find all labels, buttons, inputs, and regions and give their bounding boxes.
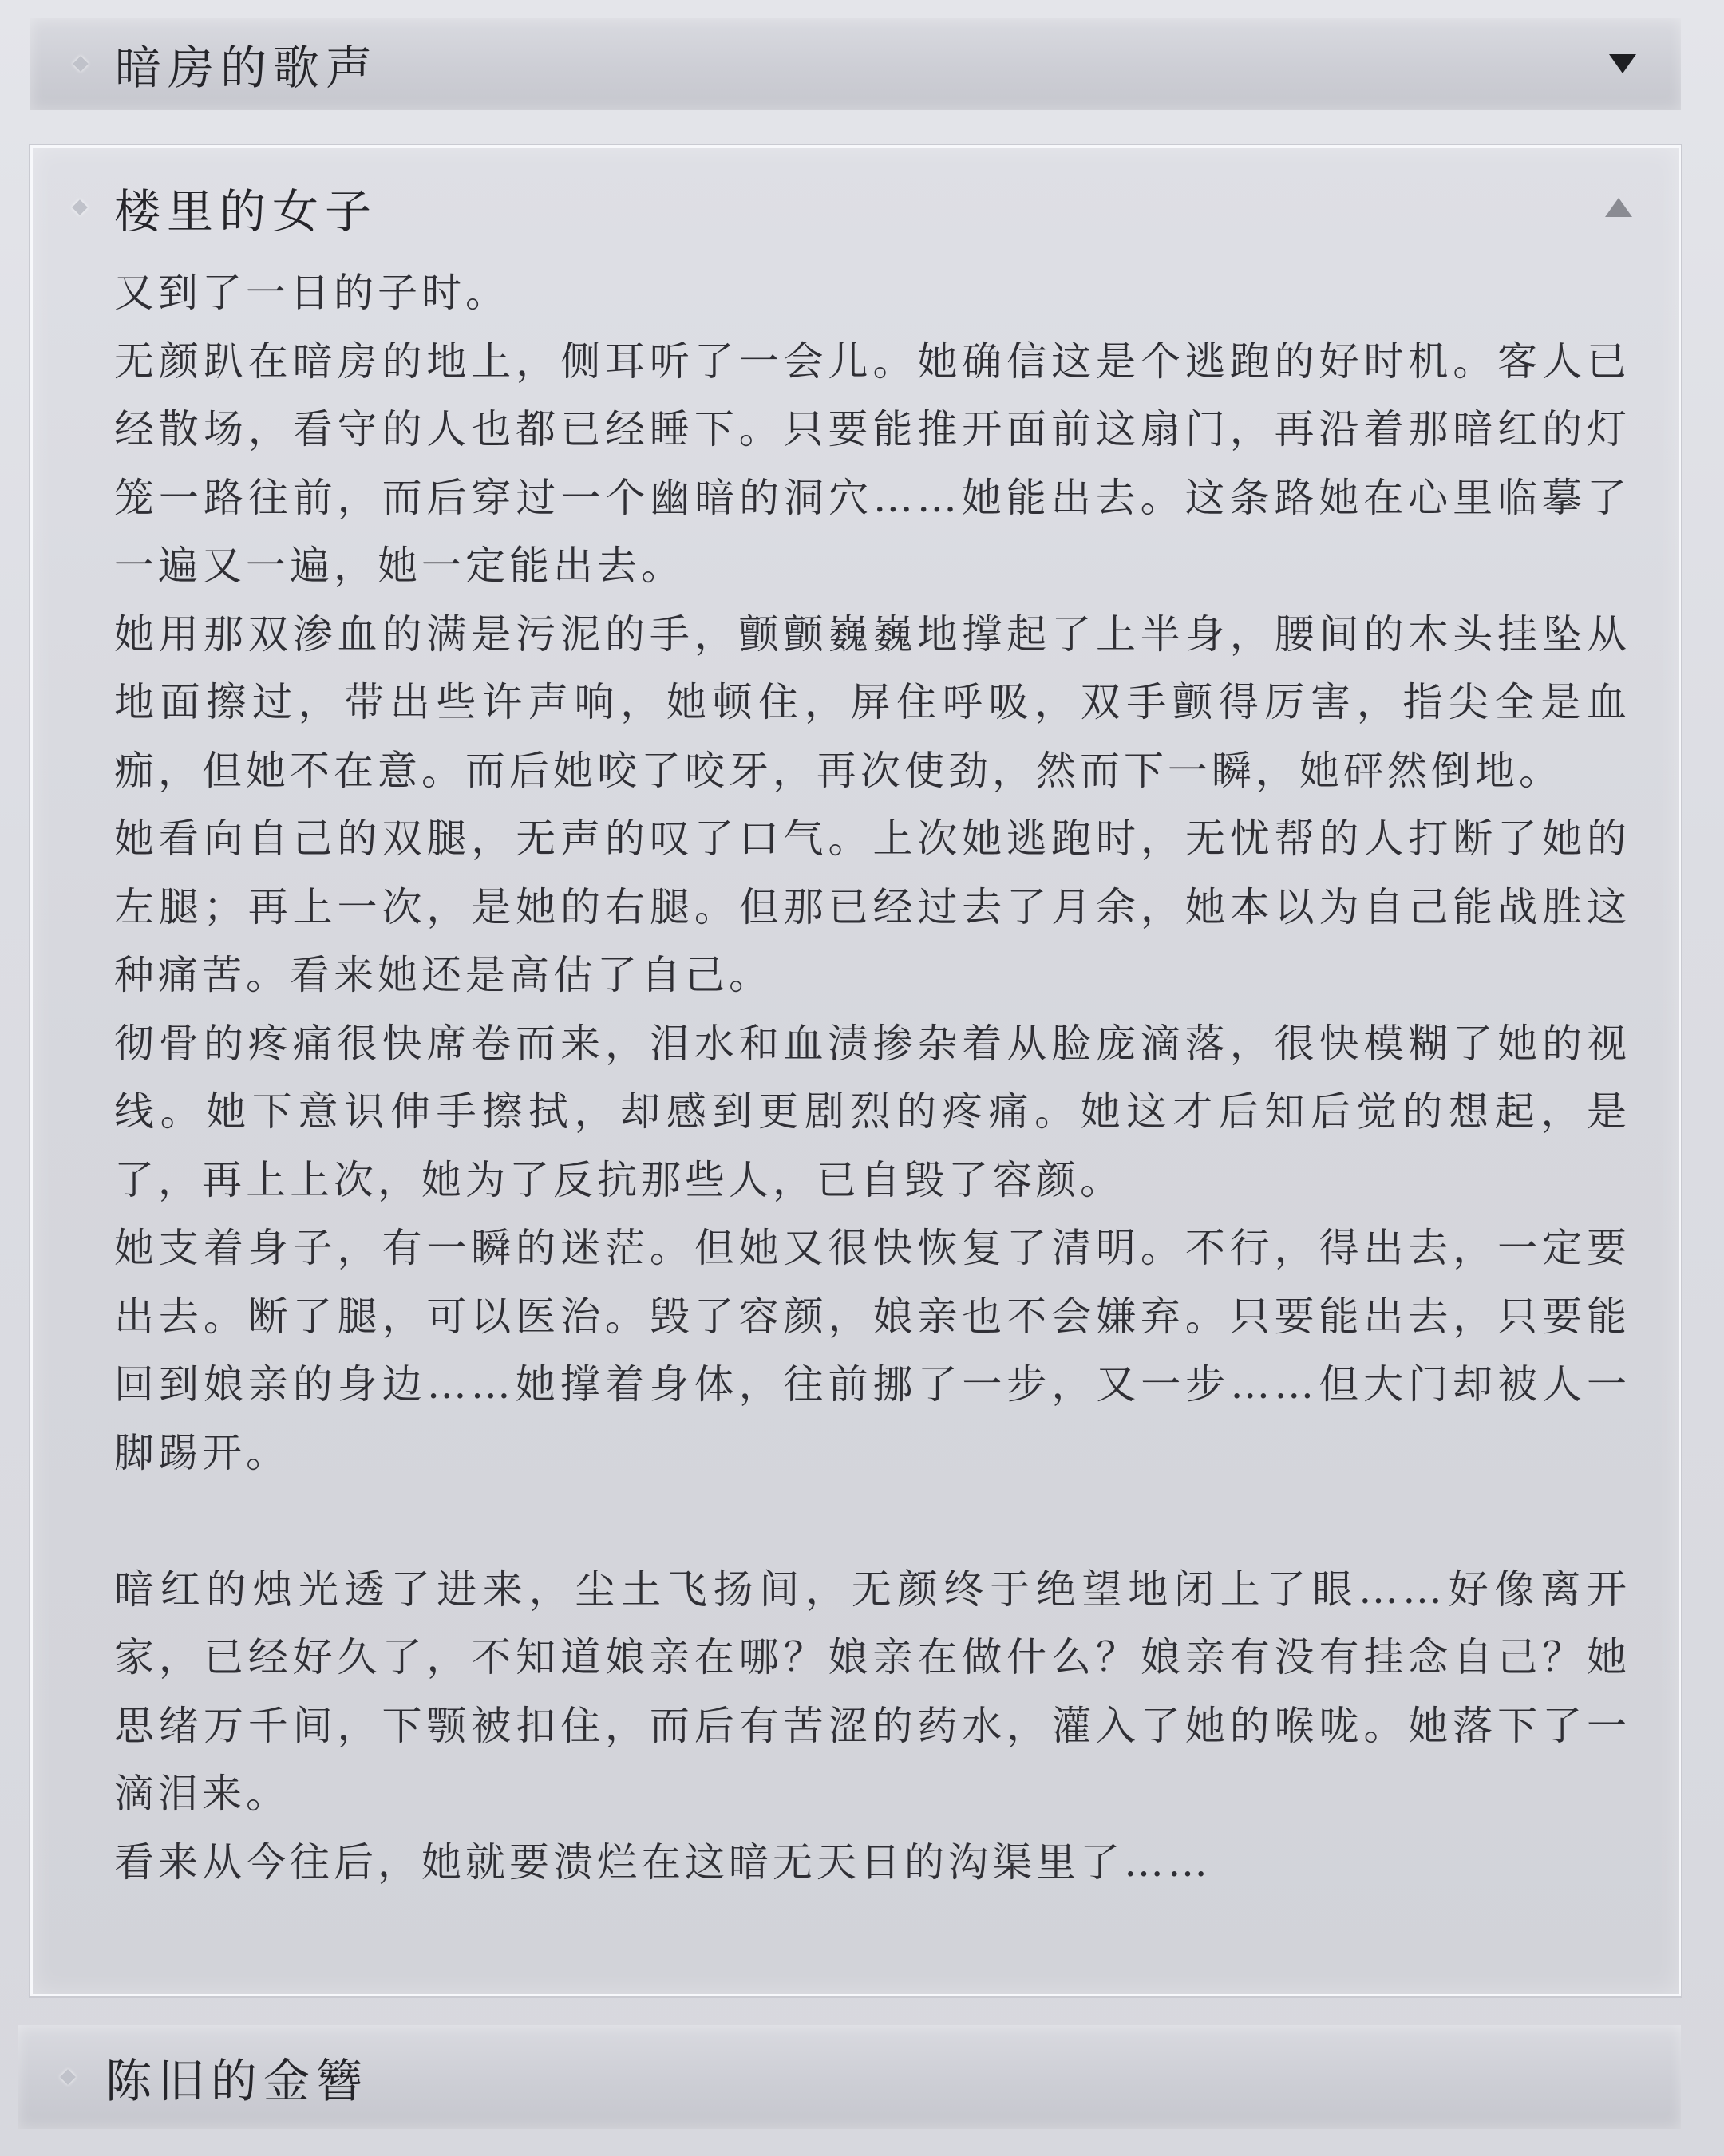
diamond-bullet-icon (60, 2069, 76, 2085)
story-paragraph: 又到了一日的子时。 (114, 270, 509, 316)
story-paragraph: 她看向自己的双腿，无声的叹了口气。上次她逃跑时，无忧帮的人打断了她的左腿；再上一次，是她的右腿。但那已经过去了月余，她本以为自己能战胜这种痛苦。看来她还是高估了自己。 (114, 815, 1631, 998)
story-text (114, 259, 1631, 1897)
story-paragraph: 看来从今往后，她就要溃烂在这暗无天日的沟渠里了…… (114, 1838, 1212, 1886)
story-paragraph: 她支着身子，有一瞬的迷茫。但她又很快恢复了清明。不行，得出去，一定要出去。断了腿，可以医治。毁了容颜，娘亲也不会嫌弃。只要能出去，只要能回到娘亲的身边……她撑着身体，往前挪了一步，又一步……但大门却被人一脚踢开。 (114, 1225, 1631, 1476)
chevron-up-icon[interactable] (1605, 198, 1632, 217)
section-title: 楼里的女子 (114, 184, 378, 239)
expanded-section-panel (30, 145, 1681, 1996)
section-header-darkroom-song[interactable] (30, 18, 1681, 110)
story-paragraph: 无颜趴在暗房的地上，侧耳听了一会儿。她确信这是个逃跑的好时机。客人已经散场，看守的人也都已经睡下。只要能推开面前这扇门，再沿着那暗红的灯笼一路往前，而后穿过一个幽暗的洞穴……她能出去。这条路她在心里临摹了一遍又一遍，她一定能出去。 (114, 338, 1631, 589)
story-paragraph: 她用那双渗血的满是污泥的手，颤颤巍巍地撑起了上半身，腰间的木头挂坠从地面擦过，带出些许声响，她顿住，屏住呼吸，双手颤得厉害，指尖全是血痂，但她不在意。而后她咬了咬牙，再次使劲，然而下一瞬，她砰然倒地。 (114, 610, 1631, 794)
section-header-old-gold-hairpin[interactable] (18, 2025, 1681, 2129)
section-title: 暗房的歌声 (115, 41, 379, 95)
diamond-bullet-icon (73, 56, 89, 72)
section-title: 陈旧的金簪 (105, 2054, 370, 2108)
chevron-down-icon[interactable] (1609, 54, 1636, 73)
diamond-bullet-icon (72, 199, 88, 215)
story-paragraph: 暗红的烛光透了进来，尘土飞扬间，无颜终于绝望地闭上了眼……好像离开家，已经好久了，不知道娘亲在哪？娘亲在做什么？娘亲有没有挂念自己？她思绪万千间，下颚被扣住，而后有苦涩的药水，灌入了她的喉咙。她落下了一滴泪来。 (114, 1566, 1631, 1817)
story-paragraph: 彻骨的疼痛很快席卷而来，泪水和血渍掺杂着从脸庞滴落，很快模糊了她的视线。她下意识伸手擦拭，却感到更剧烈的疼痛。她这才后知后觉的想起，是了，再上上次，她为了反抗那些人，已自毁了容颜。 (114, 1020, 1631, 1203)
section-header-woman-in-tower[interactable] (33, 148, 1679, 267)
